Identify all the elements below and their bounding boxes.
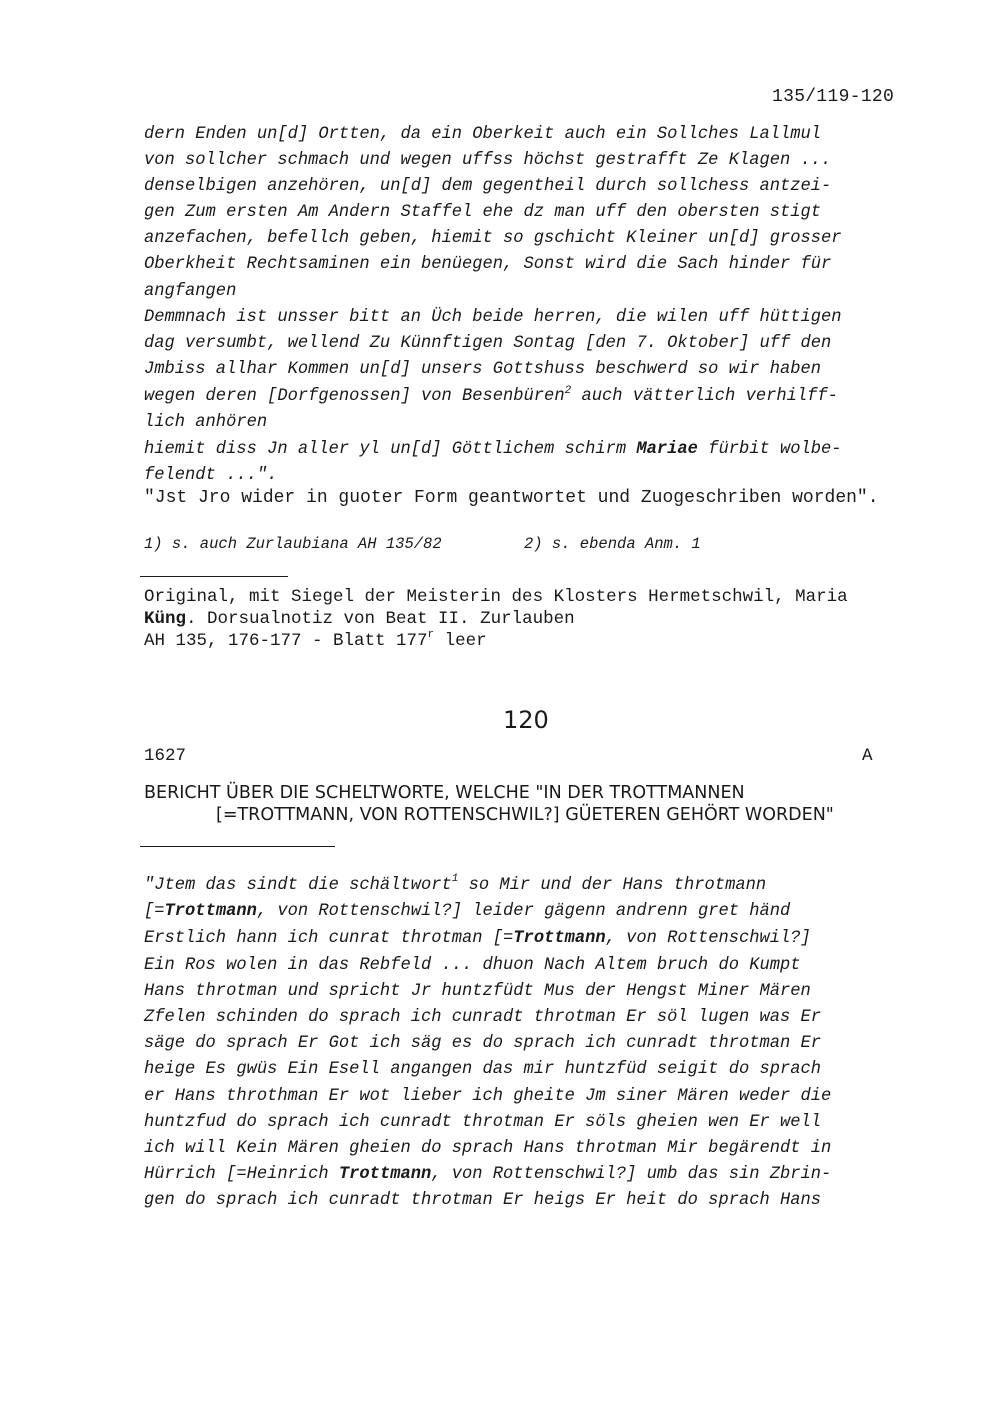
text-line: lich anhören [144, 413, 268, 433]
text-span: [= [144, 902, 165, 922]
text-line [144, 926, 831, 953]
footnote-ref: 2 [564, 384, 572, 397]
closing-remark: "Jst Jro wider in guoter Form geantwortet und Zuogeschriben worden". [144, 488, 879, 508]
text-span: auch vätterlich verhilff- [571, 387, 838, 407]
bold-name: Küng [144, 609, 187, 629]
text-line: er Hans throthman Er wot lieber ich gheite Jm siner Mären weder die [144, 1086, 832, 1106]
text-line [144, 873, 831, 899]
source-divider [140, 576, 288, 577]
text-span: , von Rottenschwil?] [605, 929, 811, 949]
text-line [144, 630, 848, 652]
text-line: von sollcher schmach und wegen uffss höchst gestrafft Ze Klagen ... [144, 151, 832, 171]
text-line: gen do sprach ich cunradt throtman Er heigs Er heit do sprach Hans [144, 1190, 822, 1210]
bold-name: Mariae [636, 439, 698, 459]
text-line: felendt ...". [144, 465, 278, 485]
text-span: so Mir und der Hans throtmann [458, 876, 767, 895]
page-reference: 135/119-120 [772, 87, 895, 107]
superscript: r [427, 629, 435, 642]
text-span: Hürrich [=Heinrich [144, 1164, 339, 1184]
footnote-1: 1) s. auch Zurlaubiana AH 135/82 [144, 535, 442, 553]
title-divider [140, 846, 335, 847]
bold-name: Trottmann [513, 929, 606, 949]
text-line: denselbigen anzehören, un[d] dem gegentheil durch sollchess antzei- [144, 177, 832, 197]
text-line [144, 437, 842, 463]
text-line: Hans throtman und spricht Jr huntzfüdt Mus der Hengst Miner Mären [144, 982, 811, 1002]
text-line: angfangen [144, 281, 237, 301]
text-line: ich will Kein Mären gheien do sprach Hans throtman Mir begärendt in [144, 1138, 832, 1158]
text-line: Demmnach ist unsser bitt an Üch beide herren, die wilen uff hüttigen [144, 307, 842, 327]
letter-text [144, 122, 842, 489]
footnote-ref: 1 [451, 873, 459, 886]
text-line: Original, mit Siegel der Meisterin des Klosters Hermetschwil, Maria [144, 587, 848, 607]
text-line: dag versumbt, wellend Zu Künnftigen Sontag [den 7. Oktober] uff den [144, 333, 832, 353]
text-span: Erstlich hann ich cunrat throtman [= [144, 929, 514, 949]
text-line [144, 608, 848, 630]
source-note [144, 586, 848, 652]
text-span: fürbit wolbe- [697, 439, 842, 459]
text-line: dern Enden un[d] Ortten, da ein Oberkeit auch ein Sollches Lallmul [144, 125, 822, 144]
document-number: 120 [503, 706, 549, 734]
text-span: , von Rottenschwil?] leider gägenn andrenn gret händ [256, 902, 791, 922]
text-span: hiemit diss Jn aller yl un[d] Göttlichem schirm [144, 439, 637, 459]
document-title-line-2: [=TROTTMANN, VON ROTTENSCHWIL?] GÜETEREN GEHÖRT WORDEN" [216, 805, 834, 825]
text-line: Jmbiss allhar Kommen un[d] unsers Gottshuss beschwerd so wir haben [144, 359, 822, 379]
text-line [144, 899, 831, 926]
text-line: säge do sprach Er Got ich säg es do sprach ich cunradt throtman Er [144, 1034, 822, 1054]
document-title-line-1: BERICHT ÜBER DIE SCHELTWORTE, WELCHE "IN DER TROTTMANNEN [144, 783, 745, 803]
text-span: wegen deren [Dorfgenossen] von Besenbüren [144, 387, 565, 407]
text-line: Zfelen schinden do sprach ich cunradt throtman Er söl lugen was Er [144, 1008, 822, 1028]
text-line [144, 384, 842, 410]
text-line: anzefachen, befellch geben, hiemit so gschicht Kleiner un[d] grosser [144, 229, 842, 249]
footnote-2: 2) s. ebenda Anm. 1 [524, 535, 701, 553]
bold-name: Trottmann [164, 902, 257, 922]
document-year: 1627 [144, 746, 187, 766]
document-text [144, 873, 831, 1214]
text-line: Oberkheit Rechtsaminen ein benüegen, Sonst wird die Sach hinder für [144, 255, 832, 275]
text-line: Ein Ros wolen in das Rebfeld ... dhuon Nach Altem bruch do Kumpt [144, 956, 801, 976]
text-span: "Jtem das sindt die schältwort [144, 876, 452, 895]
text-line: huntzfud do sprach ich cunradt throtman Er söls gheien wen Er well [144, 1112, 822, 1132]
text-span: leer [434, 631, 487, 651]
text-span: , von Rottenschwil?] umb das sin Zbrin- [431, 1164, 832, 1184]
text-line: gen Zum ersten Am Andern Staffel ehe dz man uff den obersten stigt [144, 203, 822, 223]
text-span: . Dorsualnotiz von Beat II. Zurlauben [186, 609, 575, 629]
text-line [144, 1162, 831, 1188]
bold-name: Trottmann [338, 1164, 432, 1184]
text-span: AH 135, 176-177 - Blatt 177 [144, 631, 428, 651]
document-category: A [862, 746, 873, 766]
text-line: heige Es gwüs Ein Esell angangen das mir huntzfüd seigit do sprach [144, 1060, 822, 1080]
